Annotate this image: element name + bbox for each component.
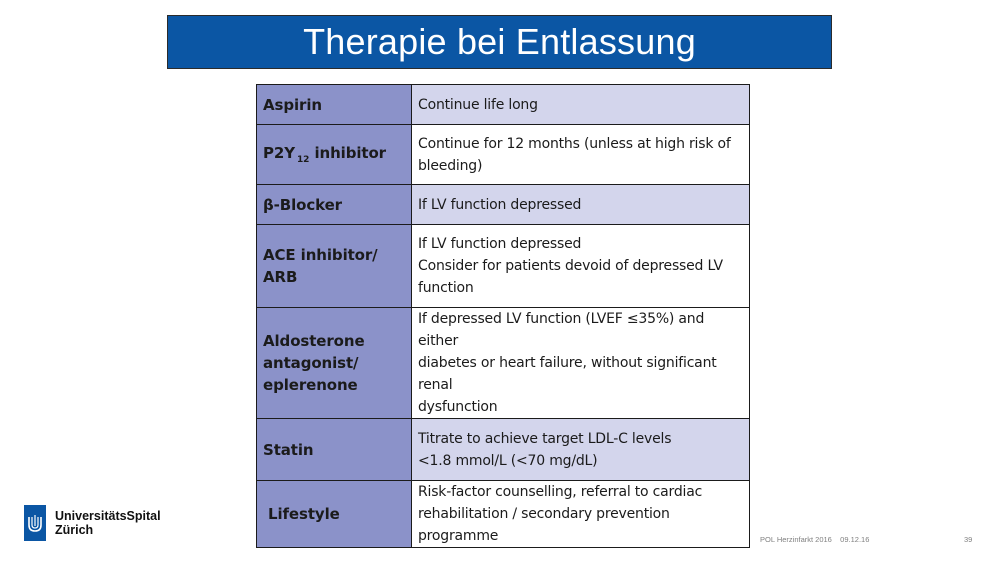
table-row-statin: [257, 419, 750, 481]
note-cell: [412, 85, 750, 125]
logo-line: UniversitätsSpital: [55, 509, 161, 523]
note-cell: [412, 308, 750, 419]
note-line: If LV function depressed: [418, 196, 582, 213]
drug-cell: [257, 308, 412, 419]
drug-cell: [257, 225, 412, 308]
note-cell: [412, 185, 750, 225]
note-cell: [412, 225, 750, 308]
note-line: If LV function depressed: [418, 236, 582, 252]
drug-suffix: inhibitor: [314, 144, 386, 162]
note-line: bleeding): [418, 157, 483, 174]
logo-line: Zürich: [55, 523, 94, 537]
table-row-aspirin: [257, 85, 750, 125]
drug-subscript: 12: [297, 155, 310, 165]
note-cell: [412, 419, 750, 481]
drug-cell: Aspirin: [257, 85, 412, 125]
note-line: Continue for 12 months (unless at high risk of: [418, 135, 731, 152]
drug-cell: Lifestyle: [257, 481, 412, 548]
table-row-p2y12: [257, 125, 750, 185]
slide-title: Therapie bei Entlassung: [303, 21, 696, 62]
note-line: If depressed LV function (LVEF ≤35%) and either: [418, 311, 705, 349]
note-line: rehabilitation / secondary prevention programme: [418, 506, 670, 544]
table-row-lifestyle: [257, 481, 750, 548]
table-row-beta-blocker: [257, 185, 750, 225]
drug-cell: [257, 125, 412, 185]
note-line: function: [418, 280, 474, 296]
footer-text: POL Herzinfarkt 2016 09.12.16: [760, 535, 870, 544]
drug-line: ARB: [263, 268, 298, 286]
title-bar: [167, 15, 832, 69]
usz-logo-icon: [24, 505, 46, 541]
usz-logo: [24, 505, 161, 541]
table-row-ace-inhibitor: [257, 225, 750, 308]
therapy-table: [256, 84, 750, 548]
drug-line: antagonist/: [263, 354, 359, 372]
drug-cell: Statin: [257, 419, 412, 481]
note-line: Risk-factor counselling, referral to cardiac: [418, 484, 703, 500]
drug-line: eplerenone: [263, 376, 358, 394]
note-cell: [412, 125, 750, 185]
drug-name: P2Y: [263, 144, 295, 162]
note-line: diabetes or heart failure, without significant renal: [418, 355, 717, 393]
note-line: Continue life long: [418, 96, 538, 113]
note-line: dysfunction: [418, 399, 498, 415]
page-number: 39: [964, 535, 973, 544]
note-line: Titrate to achieve target LDL-C levels: [418, 430, 672, 447]
drug-line: Aldosterone: [263, 332, 365, 350]
drug-cell: β-Blocker: [257, 185, 412, 225]
note-line: Consider for patients devoid of depressed LV: [418, 258, 723, 274]
note-line: <1.8 mmol/L (<70 mg/dL): [418, 452, 598, 469]
drug-line: ACE inhibitor/: [263, 246, 378, 264]
logo-text: [55, 509, 161, 537]
table-row-aldosterone: [257, 308, 750, 419]
note-cell: [412, 481, 750, 548]
